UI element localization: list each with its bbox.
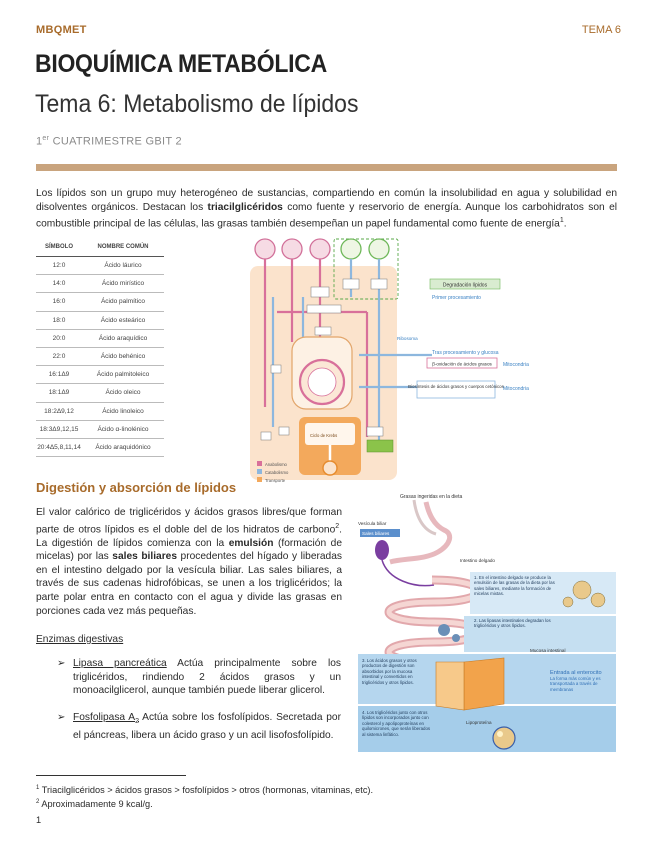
digestion-text-a: El valor calórico de triglicéridos y ácidos grasos libres/que forman parte de otros lípidos es el doble del de los hidratos de carbono	[36, 507, 342, 535]
intro-paragraph	[36, 187, 617, 231]
table-row	[36, 366, 164, 384]
label-mitochondria-1: Mitocondria	[503, 362, 529, 368]
footnote-1	[36, 785, 373, 795]
fatty-acid-symbol: 16:0	[36, 293, 82, 311]
footnote-2-number: 2	[36, 799, 40, 805]
legend-anabolism: Anabolismo	[265, 462, 287, 467]
label-entry-title: Entrada al enterocito	[550, 670, 602, 676]
bullet-marker: ➢	[57, 658, 66, 669]
fatty-acid-symbol: 12:0	[36, 257, 82, 275]
label-mucosa: Mucosa intestinal	[530, 648, 566, 653]
footnote-divider	[36, 775, 186, 776]
lipid-digestion-figure	[354, 490, 618, 755]
enzyme-desc-phospholipase: Actúa sobre los fosfolípidos. Secretada por el páncreas, libera un ácido graso y un acil lisofosfolípido.	[73, 712, 341, 741]
label-small-intestine: Intestino delgado	[460, 558, 495, 563]
digestion-text-b: . La digestión de lípidos comienza con la	[36, 523, 342, 549]
enzyme-name-phospholipase	[73, 712, 139, 726]
fatty-acid-name: Ácido oleico	[82, 384, 164, 402]
term-ordinal-suffix: er	[42, 135, 50, 142]
legend-transport: Transporte	[265, 478, 286, 483]
document-subtitle: Tema 6: Metabolismo de lípidos	[35, 90, 359, 118]
legend-squares	[257, 461, 262, 482]
enzyme-name-lipase: Lipasa pancreática	[73, 658, 167, 669]
table-header-name: NOMBRE COMÚN	[82, 242, 164, 257]
label-second-step: Tras procesamiento y glucosa	[432, 350, 499, 356]
footnote-1-number: 1	[36, 785, 40, 791]
fatty-acid-symbol: 14:0	[36, 275, 82, 293]
digestion-paragraph	[36, 506, 342, 618]
mitochondrion-1	[292, 337, 352, 409]
mitochondrion-2	[299, 417, 361, 475]
fatty-acids-table	[36, 242, 164, 457]
step-1-text: 1. En el intestino delgado se produce la emulsión de las grasas de la dieta por las sales biliares, mediante la formación de micelas mixtas.	[474, 575, 555, 597]
footnote-1-text: Triacilglicéridos > ácidos grasos > fosfolípidos > otros (hormonas, vitaminas, etc).	[39, 785, 374, 796]
digestion-text-c: (formación de micelas) por las	[36, 537, 342, 563]
mucosa-block	[464, 658, 504, 710]
fatty-acid-symbol: 20:4Δ5,8,11,14	[36, 438, 82, 456]
course-code: MBQMET	[36, 24, 87, 36]
table-row	[36, 293, 164, 311]
fatty-acid-name: Ácido mirístico	[82, 275, 164, 293]
fatty-acid-symbol: 18:3Δ9,12,15	[36, 420, 82, 438]
table-row	[36, 275, 164, 293]
enzyme-desc-lipase: Actúa principalmente sobre los triglicéridos, rindiendo 2 ácidos grasos y un monoacilglicerol, aunque también puede liberar glicerol.	[73, 658, 341, 697]
footnote-ref-1[interactable]: 1	[559, 217, 564, 224]
bile-salts-term: sales biliares	[112, 551, 178, 563]
fatty-acid-name: Ácido behénico	[82, 347, 164, 365]
fatty-acid-name: Ácido láurico	[82, 257, 164, 275]
table-row	[36, 257, 164, 275]
table-row	[36, 402, 164, 420]
gallbladder-shape	[375, 540, 389, 560]
enzyme-item-lipase	[57, 657, 341, 698]
label-dietary-fats: Grasas ingeridas en la dieta	[400, 494, 463, 500]
fatty-acid-name: Ácido araquídico	[82, 329, 164, 347]
step-3-text: 3. Los ácidos grasos y otros productos de digestión son absorbidos por la mucosa intestinal y convertidos en triglicéridos y otros lípidos.	[362, 658, 417, 685]
label-oxidation: β-oxidación de ácidos grasos	[432, 361, 492, 367]
fatty-acid-name: Ácido araquidónico	[82, 438, 164, 456]
table-row	[36, 420, 164, 438]
fatty-acid-symbol: 22:0	[36, 347, 82, 365]
fatty-acid-symbol: 20:0	[36, 329, 82, 347]
term-text: CUATRIMESTRE GBIT 2	[49, 135, 182, 148]
enzyme-item-phospholipase	[57, 711, 341, 742]
page-number: 1	[36, 815, 42, 825]
digestion-text-d: procedentes del hígado y liberadas en el intestino delgado por la vesícula biliar. Las sales biliares, a través de sus cadenas hidrofóbicas, se unen a los triglicéridos; la parte polar entra en contacto con el agua y divide las grasas en porciones cada vez más pequeñas.	[36, 551, 342, 617]
enzymes-heading: Enzimas digestivas	[36, 634, 124, 645]
fatty-acid-name: Ácido esteárico	[82, 311, 164, 329]
fatty-acid-name: Ácido α-linolénico	[82, 420, 164, 438]
fatty-acid-name: Ácido linoleico	[82, 402, 164, 420]
fatty-acid-name: Ácido palmitoleico	[82, 366, 164, 384]
fatty-acid-symbol: 18:2Δ9,12	[36, 402, 82, 420]
step-4-text: 4. Los triglicéridos junto con otros lípidos son incorporados junto con colesterol y apolipoproteínas en quilomicrones, que serán liberados al sistema linfático.	[362, 710, 431, 737]
entry-text: La forma más común y es transportada a través de membranas	[550, 676, 601, 692]
label-lipoprotein: Lipoproteína	[466, 720, 492, 725]
lipoprotein-icon	[493, 727, 515, 749]
label-mitochondria-2: Mitocondria	[503, 386, 529, 392]
table-row	[36, 329, 164, 347]
label-degradation: Degradación lípidos	[442, 282, 488, 289]
fatty-acid-symbol: 18:0	[36, 311, 82, 329]
label-cycle: Ciclo de Krebs	[310, 433, 338, 438]
intro-end: .	[563, 218, 567, 230]
step-2-text: 2. Las lipasas intestinales degradan los triglicéridos y otros lípidos.	[474, 618, 551, 629]
footnote-2	[36, 799, 153, 809]
topic-label: TEMA 6	[581, 24, 621, 36]
intro-text-2: como fuente y reservorio de energía. Aunque los carbohidratos son el combustible principal de las células, las grasas también desempeñan un papel fundamental como fuente de energía	[36, 201, 617, 230]
fatty-acid-symbol: 18:1Δ9	[36, 384, 82, 402]
bullet-marker: ➢	[57, 712, 66, 723]
footnote-ref-2[interactable]: 2	[335, 522, 340, 530]
fatty-acid-symbol: 16:1Δ9	[36, 366, 82, 384]
footnote-2-text: Aproximadamente 9 kcal/g.	[39, 799, 153, 810]
enzyme-name-phospholipase-text: Fosfolipasa A	[73, 712, 136, 723]
intro-bold-term: triacilglicéridos	[207, 201, 283, 213]
label-ribosome: Ribosoma	[397, 336, 418, 341]
table-row	[36, 438, 164, 456]
label-first-step: Primer procesamiento	[432, 295, 481, 301]
emulsion-term: emulsión	[228, 537, 274, 549]
label-synthesis: Biosíntesis de ácidos grasos y cuerpos cetónicos	[408, 384, 504, 389]
legend-catabolism: Catabolismo	[265, 470, 289, 475]
table-row	[36, 384, 164, 402]
term-ordinal: 1	[36, 135, 43, 148]
table-row	[36, 311, 164, 329]
lipid-metabolism-figure	[247, 237, 537, 484]
header-divider	[36, 164, 617, 171]
table-header-symbol: SÍMBOLO	[36, 242, 82, 257]
section-heading-digestion: Digestión y absorción de lípidos	[36, 480, 237, 495]
term-info	[36, 135, 182, 148]
document-title: BIOQUÍMICA METABÓLICA	[35, 50, 327, 78]
fatty-acid-name: Ácido palmítico	[82, 293, 164, 311]
label-bile-salts: Sales biliares	[362, 531, 390, 536]
enzyme-name-phospholipase-sub: 2	[135, 718, 139, 726]
table-row	[36, 347, 164, 365]
intro-text-1: Los lípidos son un grupo muy heterogéneo de sustancias, compartiendo en común la insolubilidad en agua y solubilidad en disolventes orgánicos. Destacan los	[36, 188, 617, 213]
label-gallbladder: Vesícula biliar	[358, 521, 387, 526]
